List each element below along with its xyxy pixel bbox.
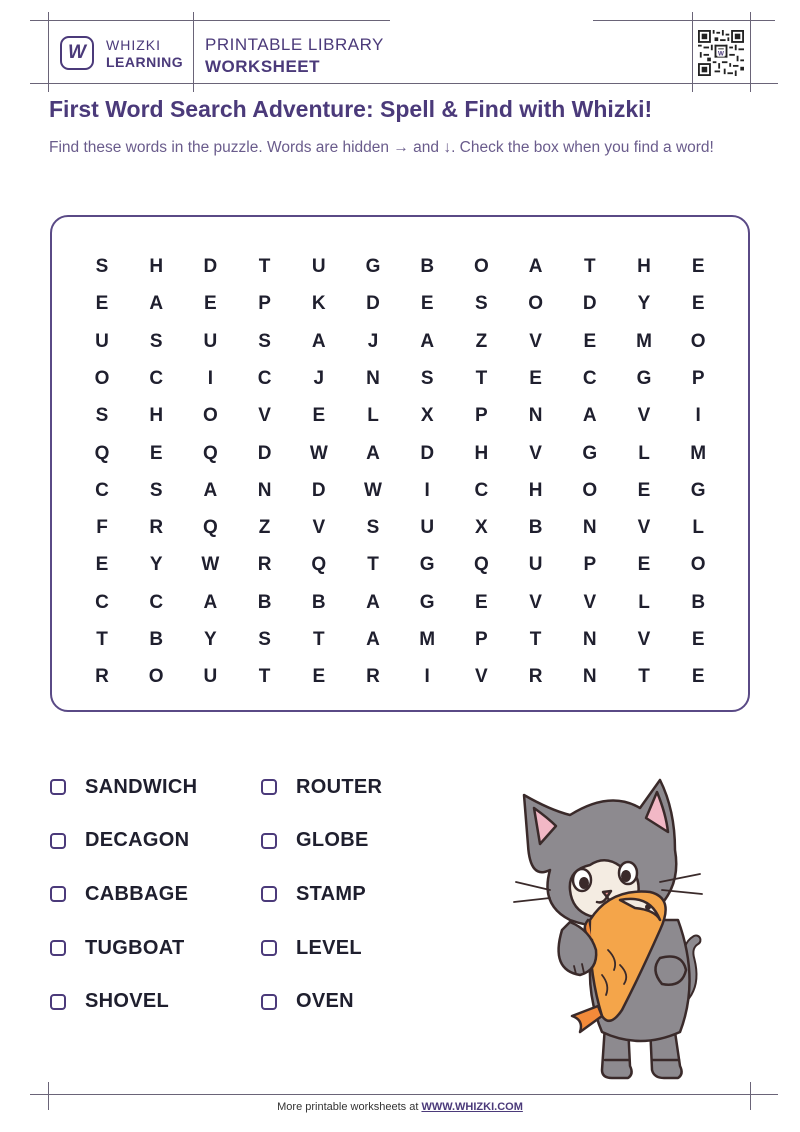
grid-letter[interactable]: E [583,330,597,352]
grid-letter[interactable]: V [529,442,542,464]
grid-letter[interactable]: J [313,367,325,389]
grid-letter[interactable]: B [691,591,706,613]
grid-letter[interactable]: T [312,629,325,650]
word-label: CABBAGE [85,882,189,905]
grid-letter[interactable]: D [366,293,380,315]
grid-letter[interactable]: Y [204,629,217,650]
frame-line-header-bottom [30,83,778,84]
grid-letter[interactable]: U [311,256,326,277]
grid-letter[interactable]: Q [474,554,489,576]
grid-letter[interactable]: P [583,554,597,576]
grid-letter[interactable]: X [475,517,488,539]
grid-letter[interactable]: E [529,367,542,389]
word-label: LEVEL [296,936,362,959]
frame-line-top-left [30,20,390,21]
word-label: ROUTER [296,775,383,798]
grid-letter[interactable]: Y [637,293,651,315]
grid-letter[interactable]: G [690,479,706,501]
grid-letter[interactable]: T [96,629,108,650]
grid-letter[interactable]: S [258,330,271,352]
grid-letter[interactable]: S [149,479,163,501]
cat-holding-fish-illustration [510,770,710,1085]
grid-letter[interactable]: A [366,629,380,650]
grid-letter[interactable]: W [201,554,220,576]
grid-letter[interactable]: A [149,293,164,315]
grid-letter[interactable]: O [690,554,706,576]
grid-letter[interactable]: T [367,554,379,576]
grid-letter[interactable]: E [691,293,705,315]
word-checkbox[interactable] [261,940,277,956]
grid-letter[interactable]: A [366,442,380,464]
grid-letter[interactable]: S [95,256,109,277]
brand-name-bottom: LEARNING [106,54,184,70]
word-checkbox[interactable] [50,779,66,795]
word-item [50,881,188,907]
grid-letter[interactable]: A [203,591,218,613]
grid-letter[interactable]: L [638,442,650,464]
grid-letter[interactable]: R [528,666,543,688]
grid-letter[interactable]: I [207,367,214,389]
grid-letter[interactable]: C [95,591,109,613]
grid-letter[interactable]: Z [258,517,271,539]
grid-letter[interactable]: V [475,666,488,688]
grid-letter[interactable]: B [257,591,272,613]
grid-letter[interactable]: S [366,517,380,539]
grid-letter[interactable]: S [420,367,434,389]
footer-text [0,1101,800,1113]
grid-letter[interactable]: U [203,330,218,352]
word-label: DECAGON [85,829,190,852]
grid-letter[interactable]: A [582,405,597,427]
grid-letter[interactable]: Z [475,330,488,352]
grid-letter[interactable]: W [364,479,382,501]
grid-letter[interactable]: B [420,256,435,277]
grid-letter[interactable]: U [95,330,109,352]
word-checkbox[interactable] [50,886,66,902]
grid-letter[interactable]: T [258,666,271,688]
frame-line-v3 [692,12,693,92]
grid-letter[interactable]: H [149,405,164,427]
grid-letter[interactable]: E [691,256,705,277]
grid-letter[interactable]: D [582,293,597,315]
grid-letter[interactable]: C [149,591,164,613]
grid-letter[interactable]: I [424,666,430,688]
word-item [261,935,362,961]
word-item [50,774,197,800]
grid-letter[interactable]: U [420,517,435,539]
word-checkbox[interactable] [261,994,277,1010]
brand-name-top: WHIZKI [106,37,161,53]
grid-letter[interactable]: I [424,479,430,501]
grid-letter[interactable]: M [690,442,707,464]
grid-letter[interactable]: E [312,405,326,427]
grid-letter[interactable]: F [96,517,108,539]
grid-letter[interactable]: E [475,591,488,613]
grid-letter[interactable]: L [367,405,379,427]
word-checkbox[interactable] [50,994,66,1010]
grid-letter[interactable]: E [95,554,109,576]
grid-letter[interactable]: O [474,256,489,277]
grid-letter[interactable]: T [258,256,271,277]
word-item [261,828,369,854]
grid-letter[interactable]: R [95,666,109,688]
grid-letter[interactable]: O [203,405,218,427]
word-checkbox[interactable] [50,940,66,956]
grid-letter[interactable]: O [94,367,110,389]
grid-letter[interactable]: M [636,330,652,352]
grid-letter[interactable]: C [95,479,109,501]
grid-letter[interactable]: T [475,367,488,389]
whizki-logo-icon [60,36,94,70]
svg-text:W: W [718,50,724,58]
frame-line-footer [30,1094,778,1095]
grid-letter[interactable]: N [582,517,597,539]
grid-letter[interactable]: G [419,554,435,576]
grid-letter[interactable]: E [637,479,651,501]
grid-letter[interactable]: D [203,256,218,277]
word-label: TUGBOAT [85,936,185,959]
grid-letter[interactable]: A [420,330,435,352]
grid-letter[interactable]: P [475,629,488,650]
grid-letter[interactable]: E [691,666,705,688]
grid-letter[interactable]: Q [203,517,218,539]
grid-letter[interactable]: U [203,666,218,688]
word-checkbox[interactable] [261,779,277,795]
grid-letter[interactable]: E [691,629,705,650]
grid-letter[interactable]: Q [311,554,327,576]
grid-letter[interactable]: R [366,666,380,688]
grid-letter[interactable]: M [419,629,436,650]
grid-letter[interactable]: G [419,591,435,613]
grid-letter[interactable]: G [365,256,381,277]
grid-letter[interactable]: O [690,330,706,352]
word-checkbox[interactable] [50,833,66,849]
word-label: SHOVEL [85,990,170,1013]
grid-letter[interactable]: N [257,479,272,501]
grid-letter[interactable]: H [474,442,489,464]
word-checkbox[interactable] [261,886,277,902]
grid-letter[interactable]: G [582,442,598,464]
grid-letter[interactable]: R [257,554,272,576]
word-label: STAMP [296,882,367,905]
grid-letter[interactable]: A [366,591,380,613]
word-item [50,828,189,854]
grid-letter[interactable]: V [529,591,542,613]
grid-letter[interactable]: A [203,479,218,501]
grid-letter[interactable]: H [637,256,651,277]
page-title: First Word Search Adventure: Spell & Find with Whizki! [49,96,653,122]
frame-line-v4 [750,12,751,92]
logo-letter: W [68,42,86,63]
grid-letter[interactable]: V [637,517,651,539]
grid-letter[interactable]: B [311,591,326,613]
grid-letter[interactable]: E [420,293,434,315]
grid-letter[interactable]: H [149,256,164,277]
frame-line-v1 [48,12,49,92]
grid-letter[interactable]: V [258,405,271,427]
grid-letter[interactable]: V [583,591,597,613]
grid-letter[interactable]: Q [203,442,218,464]
grid-letter[interactable]: P [691,367,705,389]
grid-letter[interactable]: C [257,367,272,389]
grid-letter[interactable]: O [582,479,598,501]
grid-letter[interactable]: P [258,293,271,315]
grid-letter[interactable]: S [95,405,109,427]
grid-letter[interactable]: X [420,405,434,427]
grid-letter[interactable]: N [582,629,597,650]
grid-letter[interactable]: D [420,442,435,464]
word-item [261,774,382,800]
grid-letter[interactable]: O [148,666,164,688]
grid-letter[interactable]: E [312,666,326,688]
grid-letter[interactable]: N [582,666,597,688]
grid-letter[interactable]: D [257,442,272,464]
grid-letter[interactable]: I [695,405,701,427]
grid-letter[interactable]: K [311,293,326,315]
word-checkbox[interactable] [261,833,277,849]
grid-letter[interactable]: V [637,629,651,650]
instructions-text: Find these words in the puzzle. Words are hidden → and ↓. Check the box when you find a word! [49,139,714,156]
grid-letter[interactable]: T [638,666,650,688]
grid-letter[interactable]: S [149,330,163,352]
grid-letter[interactable]: D [311,479,326,501]
footer-link[interactable]: WWW.WHIZKI.COM [421,1101,523,1113]
grid-letter[interactable]: G [636,367,652,389]
grid-letter[interactable]: P [475,405,488,427]
grid-letter[interactable]: C [149,367,164,389]
grid-letter[interactable]: V [312,517,326,539]
grid-letter[interactable]: S [258,629,271,650]
word-label: SANDWICH [85,775,198,798]
word-item [50,989,169,1015]
grid-letter[interactable]: Y [149,554,163,576]
word-label: OVEN [296,990,354,1013]
grid-letter[interactable]: S [475,293,488,315]
grid-letter[interactable]: V [529,330,542,352]
grid-letter[interactable]: L [638,591,650,613]
library-label: PRINTABLE LIBRARY [205,35,384,54]
grid-letter[interactable]: N [528,405,543,427]
word-item [261,881,366,907]
qr-code-icon [698,30,744,76]
grid-letter[interactable]: A [528,256,543,277]
grid-letter[interactable]: V [637,405,651,427]
grid-letter[interactable]: E [204,293,217,315]
footer-prefix: More printable worksheets at [277,1101,419,1113]
grid-letter[interactable]: O [528,293,543,315]
word-item [50,935,185,961]
grid-letter[interactable]: T [583,256,596,277]
grid-letter[interactable]: R [149,517,164,539]
frame-line-v2 [193,12,194,92]
worksheet-label: WORKSHEET [205,57,320,76]
grid-letter[interactable]: E [149,442,163,464]
grid-letter[interactable]: B [149,629,164,650]
word-item [261,989,354,1015]
grid-letter[interactable]: B [528,517,543,539]
word-label: GLOBE [296,829,369,852]
grid-letter[interactable]: J [367,330,379,352]
grid-letter[interactable]: U [528,554,543,576]
grid-letter[interactable]: A [311,330,326,352]
grid-letter[interactable]: N [366,367,380,389]
grid-letter[interactable]: E [637,554,651,576]
grid-letter[interactable]: W [309,442,328,464]
grid-letter[interactable]: T [529,629,542,650]
grid-letter[interactable]: L [692,517,704,539]
grid-letter[interactable]: H [528,479,543,501]
grid-letter[interactable]: C [474,479,489,501]
frame-line-top-right [593,20,775,21]
grid-letter[interactable]: C [582,367,597,389]
grid-letter[interactable]: Q [94,442,110,464]
grid-letter[interactable]: E [95,293,109,315]
